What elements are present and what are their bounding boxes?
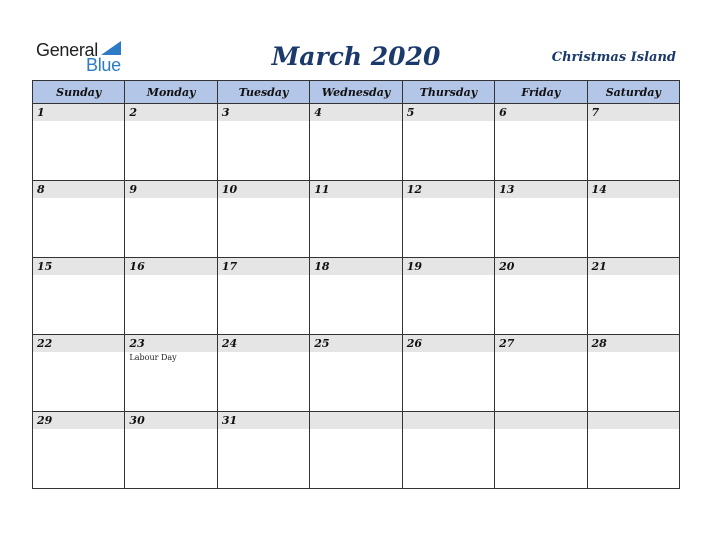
- day-cell: [33, 104, 125, 181]
- day-cell: [125, 258, 217, 335]
- week-row: [33, 104, 680, 181]
- day-cell: [495, 335, 587, 412]
- day-cell: [587, 181, 679, 258]
- day-number: 19: [403, 258, 494, 275]
- region-name: Christmas Island: [551, 50, 676, 65]
- day-number: 21: [588, 258, 679, 275]
- weekday-header: Wednesday: [310, 81, 402, 104]
- weekday-header: Sunday: [33, 81, 125, 104]
- week-row: [33, 335, 680, 412]
- day-number: 11: [310, 181, 401, 198]
- day-number: 27: [495, 335, 586, 352]
- day-cell: [402, 412, 494, 489]
- logo-text-general: General: [36, 40, 98, 60]
- day-cell: [587, 412, 679, 489]
- day-number: 16: [125, 258, 216, 275]
- day-number: 28: [588, 335, 679, 352]
- day-number: 6: [495, 104, 586, 121]
- day-number: 8: [33, 181, 124, 198]
- day-number: 15: [33, 258, 124, 275]
- day-cell: [217, 412, 309, 489]
- day-cell: [587, 258, 679, 335]
- day-number: 22: [33, 335, 124, 352]
- day-cell: [33, 412, 125, 489]
- day-cell: [402, 335, 494, 412]
- day-cell: [495, 258, 587, 335]
- day-number: 24: [218, 335, 309, 352]
- day-cell: [402, 181, 494, 258]
- day-cell: [587, 104, 679, 181]
- day-cell: [310, 258, 402, 335]
- day-cell: [495, 412, 587, 489]
- day-cell: [217, 258, 309, 335]
- day-number: 7: [588, 104, 679, 121]
- day-cell: [310, 412, 402, 489]
- day-number: 23: [125, 335, 216, 352]
- day-cell: [33, 181, 125, 258]
- day-number: 13: [495, 181, 586, 198]
- day-cell: [125, 335, 217, 412]
- day-number: 20: [495, 258, 586, 275]
- day-cell: [495, 104, 587, 181]
- weekday-header: Tuesday: [217, 81, 309, 104]
- day-number: 9: [125, 181, 216, 198]
- day-cell: [495, 181, 587, 258]
- logo-text-blue: Blue: [86, 55, 121, 75]
- week-row: [33, 181, 680, 258]
- day-number: 18: [310, 258, 401, 275]
- day-number: 12: [403, 181, 494, 198]
- day-cell: [587, 335, 679, 412]
- day-number: [310, 412, 401, 429]
- calendar-grid: [32, 80, 680, 489]
- generalblue-logo: [36, 40, 136, 74]
- logo-triangle-icon: [101, 41, 121, 55]
- day-number: 14: [588, 181, 679, 198]
- month-title: March 2020: [271, 42, 441, 71]
- day-number: 4: [310, 104, 401, 121]
- day-number: 5: [403, 104, 494, 121]
- day-cell: [310, 181, 402, 258]
- day-cell: [402, 104, 494, 181]
- day-number: 30: [125, 412, 216, 429]
- day-cell: [125, 412, 217, 489]
- day-cell: [310, 104, 402, 181]
- weekday-header-row: [33, 81, 680, 104]
- day-cell: [33, 335, 125, 412]
- weekday-header: Thursday: [402, 81, 494, 104]
- day-number: 10: [218, 181, 309, 198]
- day-cell: [33, 258, 125, 335]
- day-number: 2: [125, 104, 216, 121]
- day-number: 29: [33, 412, 124, 429]
- weekday-header: Friday: [495, 81, 587, 104]
- day-cell: [217, 181, 309, 258]
- day-number: [495, 412, 586, 429]
- day-cell: [402, 258, 494, 335]
- week-row: [33, 412, 680, 489]
- day-number: [403, 412, 494, 429]
- holiday-event: Labour Day: [129, 353, 177, 362]
- day-number: 26: [403, 335, 494, 352]
- day-cell: [217, 335, 309, 412]
- week-row: [33, 258, 680, 335]
- day-cell: [125, 104, 217, 181]
- day-cell: [217, 104, 309, 181]
- day-number: [588, 412, 679, 429]
- day-number: 25: [310, 335, 401, 352]
- day-cell: [310, 335, 402, 412]
- day-number: 3: [218, 104, 309, 121]
- day-number: 1: [33, 104, 124, 121]
- weekday-header: Saturday: [587, 81, 679, 104]
- weekday-header: Monday: [125, 81, 217, 104]
- day-cell: [125, 181, 217, 258]
- day-number: 17: [218, 258, 309, 275]
- day-number: 31: [218, 412, 309, 429]
